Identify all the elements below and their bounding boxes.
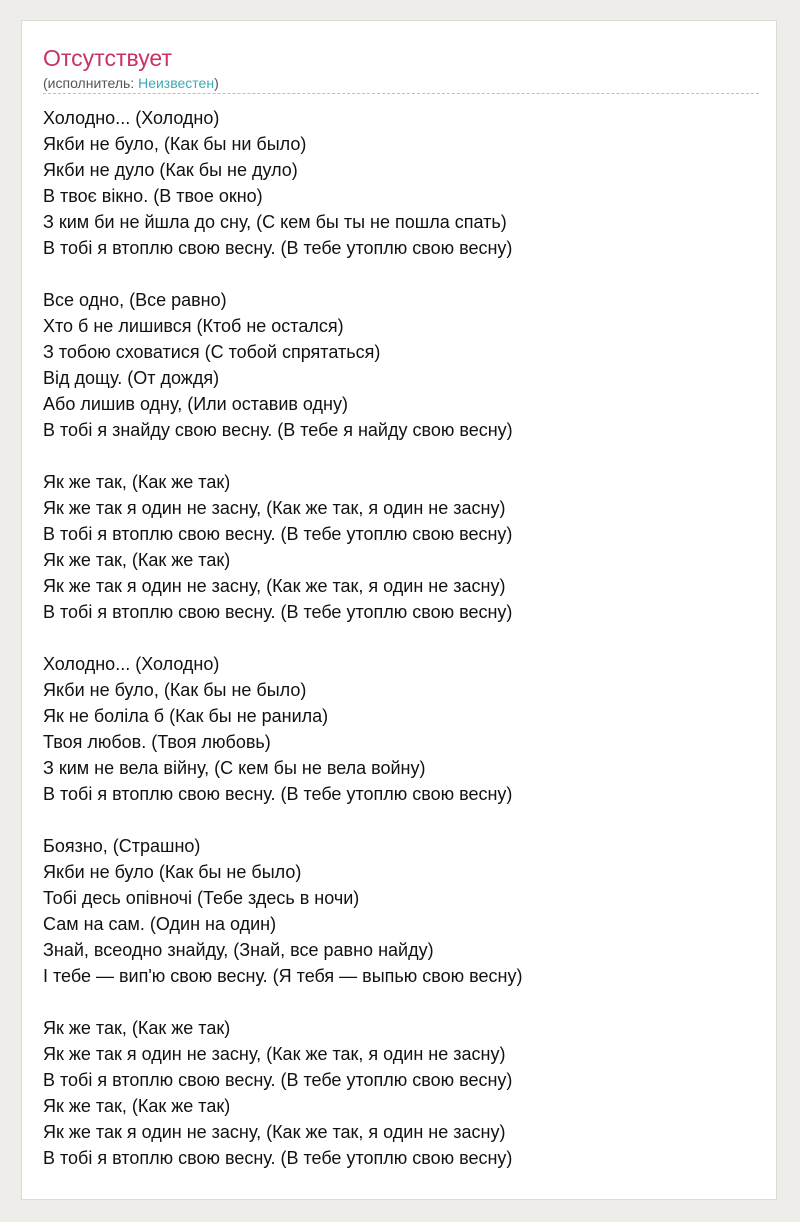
lyric-line: В тобі я втоплю свою весну. (В тебе утоплю свою весну) — [43, 602, 513, 622]
lyric-line: Твоя любов. (Твоя любовь) — [43, 732, 271, 752]
lyric-line: Як же так я один не засну, (Как же так, я один не засну) — [43, 1122, 506, 1142]
lyric-line: В тобі я втоплю свою весну. (В тебе утоплю свою весну) — [43, 1148, 513, 1168]
lyric-line: Якби не було, (Как бы не было) — [43, 680, 307, 700]
lyric-line: Як не боліла б (Как бы не ранила) — [43, 706, 329, 726]
lyric-line: Боязно, (Страшно) — [43, 836, 201, 856]
lyrics-stanza — [43, 469, 763, 625]
lyric-line: Як же так я один не засну, (Как же так, я один не засну) — [43, 1044, 506, 1064]
lyric-line: В тобі я втоплю свою весну. (В тебе утоплю свою весну) — [43, 1070, 513, 1090]
lyric-line: Сам на сам. (Один на один) — [43, 914, 277, 934]
lyric-line: І тебе — вип'ю свою весну. (Я тебя — выпью свою весну) — [43, 966, 523, 986]
lyric-line: Холодно... (Холодно) — [43, 108, 220, 128]
lyric-line: Якби не було, (Как бы ни было) — [43, 134, 307, 154]
lyric-line: В тобі я втоплю свою весну. (В тебе утоплю свою весну) — [43, 524, 513, 544]
lyric-line: Від дощу. (От дождя) — [43, 368, 220, 388]
lyric-line: Якби не було (Как бы не было) — [43, 862, 302, 882]
lyric-line: Як же так я один не засну, (Как же так, я один не засну) — [43, 576, 506, 596]
title-divider — [43, 93, 759, 94]
lyric-line: Знай, всеодно знайду, (Знай, все равно найду) — [43, 940, 434, 960]
lyric-line: Все одно, (Все равно) — [43, 290, 227, 310]
artist-prefix: (исполнитель: — [43, 75, 139, 91]
artist-link[interactable]: Неизвестен — [138, 75, 215, 91]
lyric-line: В твоє вікно. (В твое окно) — [43, 186, 263, 206]
lyric-line: Як же так, (Как же так) — [43, 1096, 231, 1116]
lyric-line: Як же так, (Как же так) — [43, 472, 231, 492]
artist-suffix: ) — [214, 75, 219, 91]
artist-line — [43, 74, 219, 92]
lyrics-stanza — [43, 287, 763, 443]
lyrics-card — [21, 20, 777, 1200]
lyric-line: В тобі я знайду свою весну. (В тебе я найду свою весну) — [43, 420, 513, 440]
lyric-line: Хто б не лишився (Ктоб не остался) — [43, 316, 344, 336]
lyric-line: З тобою сховатися (С тобой спрятаться) — [43, 342, 381, 362]
song-title: Отсутствует — [43, 45, 172, 71]
lyrics-stanza — [43, 651, 763, 807]
lyric-line: Якби не дуло (Как бы не дуло) — [43, 160, 298, 180]
lyric-line: В тобі я втоплю свою весну. (В тебе утоплю свою весну) — [43, 238, 513, 258]
lyrics-text — [43, 105, 763, 1197]
lyrics-stanza — [43, 1015, 763, 1171]
lyric-line: Або лишив одну, (Или оставив одну) — [43, 394, 348, 414]
lyrics-stanza — [43, 105, 763, 261]
lyrics-stanza — [43, 833, 763, 989]
lyric-line: Як же так я один не засну, (Как же так, я один не засну) — [43, 498, 506, 518]
lyric-line: Тобі десь опівночі (Тебе здесь в ночи) — [43, 888, 360, 908]
lyric-line: Холодно... (Холодно) — [43, 654, 220, 674]
lyric-line: Як же так, (Как же так) — [43, 550, 231, 570]
lyric-line: В тобі я втоплю свою весну. (В тебе утоплю свою весну) — [43, 784, 513, 804]
lyric-line: З ким не вела війну, (С кем бы не вела войну) — [43, 758, 426, 778]
lyric-line: Як же так, (Как же так) — [43, 1018, 231, 1038]
lyric-line: З ким би не йшла до сну, (С кем бы ты не пошла спать) — [43, 212, 507, 232]
